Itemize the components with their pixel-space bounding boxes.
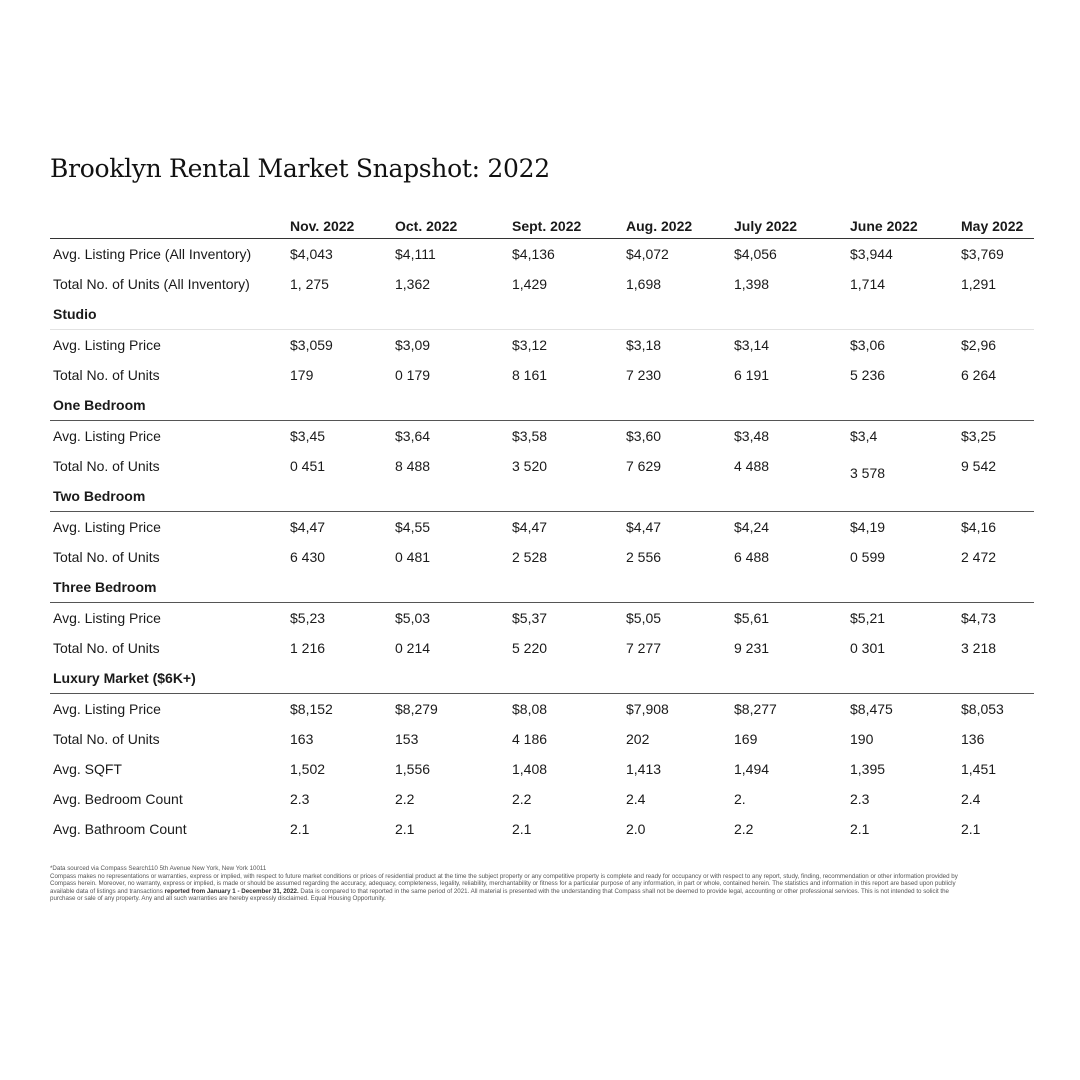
table-cell: 2.3 [850, 791, 870, 807]
table-cell: $5,23 [290, 610, 326, 626]
row-label: Avg. Listing Price [53, 701, 161, 717]
table-cell: $3,60 [626, 428, 662, 444]
table-cell: 1,494 [734, 761, 770, 777]
table-cell: $4,47 [512, 519, 548, 535]
table-cell: 179 [290, 367, 314, 383]
row-label: Total No. of Units [53, 458, 160, 474]
table-row [50, 269, 1034, 299]
table-cell: 163 [290, 731, 314, 747]
table-cell: $4,55 [395, 519, 431, 535]
table-row [50, 542, 1034, 572]
table-cell: 8 161 [512, 367, 548, 383]
table-cell: $3,64 [395, 428, 431, 444]
table-cell: 1,362 [395, 276, 431, 292]
table-cell: 2.1 [512, 821, 532, 837]
table-cell: 2. [734, 791, 746, 807]
table-cell: 1,502 [290, 761, 326, 777]
section-heading-studio [50, 299, 1034, 329]
table-row [50, 633, 1034, 663]
section-label: Studio [53, 306, 97, 322]
row-label: Avg. Bedroom Count [53, 791, 183, 807]
table-cell: $8,475 [850, 701, 893, 717]
disclaimer-text: Compass makes no representations or warranties, express or implied, with respect to future market conditions or prices of residential product at the time the subject property or any competitive property is complete and ready for occupancy or with respect to any report, study, finding, recommendation or other information provided by Compass herein. Moreover, no warranty, express or implied, is made or should be assumed regarding the accuracy, adequacy, completeness, legality, reliability, merchantability or fitness for a particular purpose of any information, in part or whole, contained herein. The statistics and information in this report are based upon publicly available data of listings and transactions [50, 872, 958, 895]
table-cell: 1, 275 [290, 276, 329, 292]
table-cell: 4 186 [512, 731, 548, 747]
column-header: Oct. 2022 [395, 218, 458, 234]
table-cell: $5,03 [395, 610, 431, 626]
table-cell: 190 [850, 731, 874, 747]
table-cell: 2.3 [290, 791, 310, 807]
table-cell: 1,398 [734, 276, 770, 292]
row-label: Avg. Listing Price (All Inventory) [53, 246, 252, 262]
table-cell: 5 236 [850, 367, 886, 383]
table-cell: 2.2 [734, 821, 754, 837]
table-row [50, 693, 1034, 724]
table-cell: $4,47 [626, 519, 662, 535]
section-heading-one-bedroom [50, 390, 1034, 420]
column-header: Nov. 2022 [290, 218, 355, 234]
table-cell: $3,06 [850, 337, 886, 353]
table-cell: 1 216 [290, 640, 326, 656]
table-cell: 2.1 [395, 821, 415, 837]
table-row [50, 360, 1034, 390]
table-cell: $8,277 [734, 701, 777, 717]
table-cell: $7,908 [626, 701, 669, 717]
table-row [50, 511, 1034, 542]
table-cell: 0 451 [290, 458, 326, 474]
table-cell: 202 [626, 731, 650, 747]
table-row [50, 724, 1034, 754]
table-cell: $3,059 [290, 337, 333, 353]
row-label: Total No. of Units (All Inventory) [53, 276, 250, 292]
table-cell: 1,451 [961, 761, 997, 777]
table-cell: $4,072 [626, 246, 669, 262]
table-cell: 4 488 [734, 458, 770, 474]
rental-table [50, 212, 1034, 844]
table-cell: 0 179 [395, 367, 431, 383]
table-cell: 3 520 [512, 458, 548, 474]
row-label: Avg. SQFT [53, 761, 122, 777]
table-cell: 2.0 [626, 821, 646, 837]
table-cell: 0 214 [395, 640, 431, 656]
table-row [50, 814, 1034, 844]
table-cell: 153 [395, 731, 419, 747]
table-cell: $3,769 [961, 246, 1004, 262]
table-cell: 2.4 [626, 791, 646, 807]
table-cell: 2.1 [961, 821, 981, 837]
table-cell: $3,944 [850, 246, 893, 262]
section-label: Luxury Market ($6K+) [53, 670, 196, 686]
table-cell: $4,16 [961, 519, 997, 535]
table-cell: $4,056 [734, 246, 777, 262]
row-label: Total No. of Units [53, 731, 160, 747]
table-cell: $8,08 [512, 701, 548, 717]
table-cell: $3,18 [626, 337, 662, 353]
table-cell: $4,136 [512, 246, 555, 262]
table-cell: 8 488 [395, 458, 431, 474]
section-label: Two Bedroom [53, 488, 146, 504]
table-row [50, 602, 1034, 633]
column-header: Sept. 2022 [512, 218, 582, 234]
footnote [50, 865, 975, 903]
table-header-row [50, 212, 1034, 239]
table-cell: 2 556 [626, 549, 662, 565]
table-row [50, 451, 1034, 481]
section-heading-three-bedroom [50, 572, 1034, 602]
table-cell: $3,4 [850, 428, 878, 444]
table-cell: $3,14 [734, 337, 770, 353]
table-cell: 9 231 [734, 640, 770, 656]
table-cell: 0 481 [395, 549, 431, 565]
row-label: Avg. Listing Price [53, 519, 161, 535]
table-row [50, 239, 1034, 269]
table-cell: $3,09 [395, 337, 431, 353]
table-cell: 6 264 [961, 367, 997, 383]
table-row [50, 329, 1034, 360]
table-cell: 1,413 [626, 761, 662, 777]
table-cell: 5 220 [512, 640, 548, 656]
table-cell: 2.1 [850, 821, 870, 837]
table-cell: $4,043 [290, 246, 333, 262]
table-cell: $2,96 [961, 337, 997, 353]
table-cell: $4,19 [850, 519, 886, 535]
table-cell: 0 599 [850, 549, 886, 565]
table-cell: 0 301 [850, 640, 886, 656]
table-cell: $3,45 [290, 428, 326, 444]
row-label: Total No. of Units [53, 640, 160, 656]
table-cell: 1,395 [850, 761, 886, 777]
column-header: May 2022 [961, 218, 1024, 234]
table-cell: 1,429 [512, 276, 548, 292]
table-cell: 7 230 [626, 367, 662, 383]
column-header: June 2022 [850, 218, 918, 234]
table-cell: 1,698 [626, 276, 662, 292]
disclaimer-text-end: Data is compared to that reported in the same period of 2021. All material is presented with the understanding that Compass shall not be deemed to provide legal, accounting or other professional services. This is not intended to solicit the purchase or sale of any property. Any and all such warranties are hereby expressly disclaimed. Equal Housing Opportunity. [50, 887, 949, 903]
table-cell: 169 [734, 731, 758, 747]
table-cell: $4,73 [961, 610, 997, 626]
table-cell: $8,053 [961, 701, 1004, 717]
table-cell: $4,24 [734, 519, 770, 535]
row-label: Total No. of Units [53, 367, 160, 383]
section-heading-luxury-market [50, 663, 1034, 693]
table-cell: 1,714 [850, 276, 886, 292]
row-label: Total No. of Units [53, 549, 160, 565]
table-cell: $5,37 [512, 610, 548, 626]
table-cell: 2.1 [290, 821, 310, 837]
table-cell: $5,05 [626, 610, 662, 626]
table-cell: $5,21 [850, 610, 886, 626]
table-cell: $3,58 [512, 428, 548, 444]
table-cell: $8,279 [395, 701, 438, 717]
table-cell: 3 218 [961, 640, 997, 656]
table-cell: 2.2 [395, 791, 415, 807]
table-cell: $5,61 [734, 610, 770, 626]
data-source-note: *Data sourced via Compass Search110 5th Avenue New York, New York 10011 [50, 865, 267, 872]
section-heading-two-bedroom [50, 481, 1034, 511]
table-cell: 6 430 [290, 549, 326, 565]
table-cell: 1,408 [512, 761, 548, 777]
table-cell: 7 629 [626, 458, 662, 474]
section-label: One Bedroom [53, 397, 146, 413]
table-cell: 2 472 [961, 549, 997, 565]
column-header: July 2022 [734, 218, 798, 234]
table-row [50, 420, 1034, 451]
page-title: Brooklyn Rental Market Snapshot: 2022 [50, 154, 550, 183]
table-cell: 6 191 [734, 367, 770, 383]
table-cell: 2.4 [961, 791, 981, 807]
table-cell: 3 578 [850, 465, 886, 481]
disclaimer [50, 873, 975, 903]
table-cell: 7 277 [626, 640, 662, 656]
table-cell: 9 542 [961, 458, 997, 474]
table-cell: $4,111 [395, 246, 436, 262]
table-cell: $8,152 [290, 701, 333, 717]
table-cell: 2 528 [512, 549, 548, 565]
row-label: Avg. Listing Price [53, 337, 161, 353]
column-header: Aug. 2022 [626, 218, 693, 234]
disclaimer-date-range: reported from January 1 - December 31, 2022. [164, 887, 299, 895]
table-cell: $4,47 [290, 519, 326, 535]
table-cell: 1,291 [961, 276, 997, 292]
table-cell: $3,48 [734, 428, 770, 444]
table-cell: 6 488 [734, 549, 770, 565]
row-label: Avg. Listing Price [53, 428, 161, 444]
table-cell: 2.2 [512, 791, 532, 807]
table-row [50, 784, 1034, 814]
table-cell: $3,25 [961, 428, 997, 444]
section-label: Three Bedroom [53, 579, 157, 595]
row-label: Avg. Bathroom Count [53, 821, 187, 837]
table-cell: 1,556 [395, 761, 431, 777]
row-label: Avg. Listing Price [53, 610, 161, 626]
table-cell: 136 [961, 731, 985, 747]
table-row [50, 754, 1034, 784]
table-cell: $3,12 [512, 337, 548, 353]
